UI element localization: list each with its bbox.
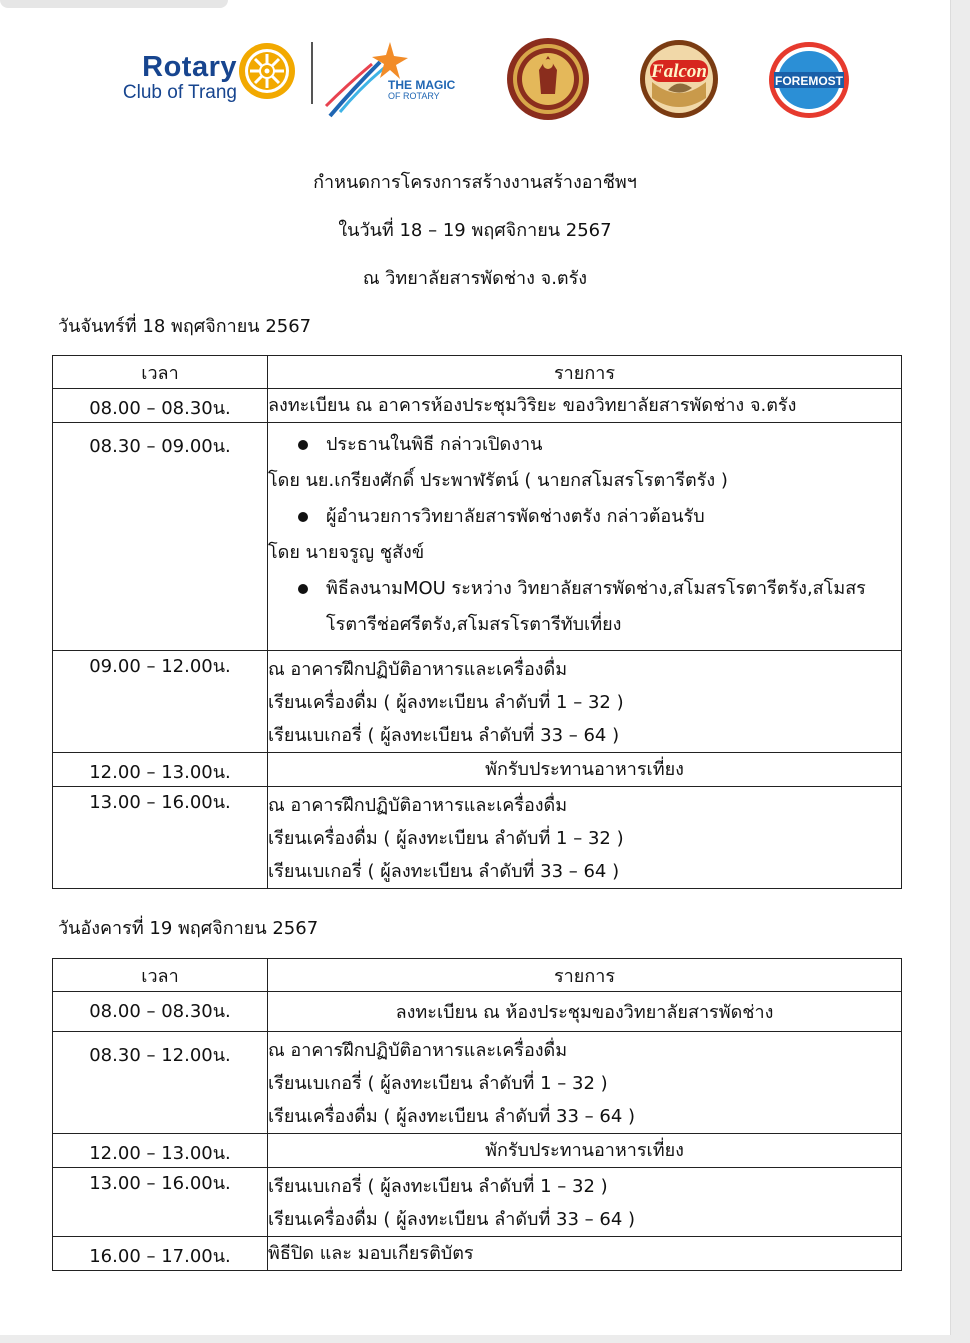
table-row — [53, 389, 902, 423]
activity-line: เรียนเครื่องดื่ม ( ผู้ลงทะเบียน ลำดับที่ 33 – 64 ) — [268, 1209, 636, 1230]
doc-title-line-3: ณ วิทยาลัยสารพัดช่าง จ.ตรัง — [362, 268, 588, 289]
activity-line: เรียนเครื่องดื่ม ( ผู้ลงทะเบียน ลำดับที่ 1 – 32 ) — [268, 692, 624, 713]
activity-line: เรียนเครื่องดื่ม ( ผู้ลงทะเบียน ลำดับที่ 33 – 64 ) — [268, 1106, 636, 1127]
activity-line: ณ อาคารฝึกปฏิบัติอาหารและเครื่องดื่ม — [268, 659, 568, 680]
activity-line: พิธีปิด และ มอบเกียรติบัตร — [268, 1243, 474, 1264]
time-cell: 09.00 – 12.00น. — [53, 651, 268, 753]
activity-cell — [268, 651, 902, 753]
bullet-item-continued: โรตารีช่อศรีตรัง,สโมสรโรตารีทับเที่ยง — [326, 614, 622, 635]
table-row — [53, 1237, 902, 1271]
rotary-club-logo-text — [112, 52, 237, 104]
time-cell: 12.00 – 13.00น. — [53, 753, 268, 787]
activity-line: ลงทะเบียน ณ อาคารห้องประชุมวิริยะ ของวิทยาลัยสารพัดช่าง จ.ตรัง — [268, 395, 797, 416]
rotary-club-name: Club of Trang — [122, 82, 237, 103]
magic-line-1: THE MAGIC — [388, 78, 456, 92]
activity-cell — [268, 787, 902, 889]
activity-cell — [268, 389, 902, 423]
foremost-brand-icon — [768, 40, 850, 120]
day2-schedule-table — [52, 958, 902, 1271]
time-cell: 08.00 – 08.30น. — [53, 389, 268, 423]
bullet-item: ประธานในพิธี กล่าวเปิดงาน — [268, 427, 901, 463]
activity-column-header: รายการ — [268, 356, 902, 389]
doc-title-line-2: ในวันที่ 18 – 19 พฤศจิกายน 2567 — [338, 220, 612, 241]
time-cell: 12.00 – 13.00น. — [53, 1134, 268, 1168]
magic-line-2: OF ROTARY — [388, 91, 440, 101]
table-header-row — [53, 356, 902, 389]
table-row — [53, 1168, 902, 1237]
logo-divider — [311, 42, 313, 104]
logo-row — [0, 30, 950, 130]
activity-line: โดย นย.เกรียงศักดิ์ ประพาฬรัตน์ ( นายกสโมสรโรตารีตรัง ) — [268, 470, 728, 491]
college-seal-icon — [505, 36, 591, 122]
activity-line: เรียนเครื่องดื่ม ( ผู้ลงทะเบียน ลำดับที่ 1 – 32 ) — [268, 828, 624, 849]
activity-line: ณ อาคารฝึกปฏิบัติอาหารและเครื่องดื่ม — [268, 1040, 568, 1061]
time-cell: 08.00 – 08.30น. — [53, 992, 268, 1032]
activity-line: เรียนเบเกอรี่ ( ผู้ลงทะเบียน ลำดับที่ 1 – 32 ) — [268, 1176, 608, 1197]
activity-cell — [268, 1134, 902, 1168]
time-cell: 13.00 – 16.00น. — [53, 1168, 268, 1237]
table-row — [53, 423, 902, 651]
activity-cell — [268, 1032, 902, 1134]
table-row — [53, 992, 902, 1032]
foremost-label: FOREMOST — [775, 74, 843, 88]
activity-cell — [268, 1237, 902, 1271]
doc-title-line-1: กำหนดการโครงการสร้างงานสร้างอาชีพฯ — [313, 172, 637, 193]
activity-cell — [268, 1168, 902, 1237]
time-cell: 08.30 – 09.00น. — [53, 423, 268, 651]
activity-column-header: รายการ — [268, 959, 902, 992]
table-row — [53, 753, 902, 787]
activity-line: ลงทะเบียน ณ ห้องประชุมของวิทยาลัยสารพัดช่าง — [395, 1002, 774, 1023]
tab-stub — [0, 0, 228, 8]
activity-line: โดย นายจรูญ ชูสังข์ — [268, 542, 425, 563]
falcon-brand-icon — [638, 38, 720, 120]
rotary-name: Rotary — [142, 51, 237, 83]
time-cell: 16.00 – 17.00น. — [53, 1237, 268, 1271]
table-row — [53, 787, 902, 889]
bullet-item: พิธีลงนามMOU ระหว่าง วิทยาลัยสารพัดช่าง,สโมสรโรตารีตรัง,สโมสร — [268, 571, 901, 607]
day1-heading: วันจันทร์ที่ 18 พฤศจิกายน 2567 — [58, 316, 312, 337]
bullet-item: ผู้อำนวยการวิทยาลัยสารพัดช่างตรัง กล่าวต้อนรับ — [268, 499, 901, 535]
activity-cell — [268, 992, 902, 1032]
activity-line: เรียนเบเกอรี่ ( ผู้ลงทะเบียน ลำดับที่ 33 – 64 ) — [268, 725, 620, 746]
day2-heading: วันอังคารที่ 19 พฤศจิกายน 2567 — [58, 918, 319, 939]
table-header-row — [53, 959, 902, 992]
falcon-label: Falcon — [651, 61, 707, 82]
rotary-wheel-icon — [236, 40, 298, 102]
activity-line: เรียนเบเกอรี่ ( ผู้ลงทะเบียน ลำดับที่ 33 – 64 ) — [268, 861, 620, 882]
time-column-header: เวลา — [53, 356, 268, 389]
time-cell: 13.00 – 16.00น. — [53, 787, 268, 889]
activity-cell — [268, 753, 902, 787]
activity-cell — [268, 423, 902, 651]
day1-schedule-table — [52, 355, 902, 889]
table-row — [53, 1134, 902, 1168]
activity-line: พักรับประทานอาหารเที่ยง — [485, 759, 684, 780]
time-column-header: เวลา — [53, 959, 268, 992]
activity-line: เรียนเบเกอรี่ ( ผู้ลงทะเบียน ลำดับที่ 1 – 32 ) — [268, 1073, 608, 1094]
magic-of-rotary-text — [388, 80, 455, 102]
activity-line: ณ อาคารฝึกปฏิบัติอาหารและเครื่องดื่ม — [268, 795, 568, 816]
activity-line: พักรับประทานอาหารเที่ยง — [485, 1140, 684, 1161]
time-cell: 08.30 – 12.00น. — [53, 1032, 268, 1134]
table-row — [53, 1032, 902, 1134]
table-row — [53, 651, 902, 753]
